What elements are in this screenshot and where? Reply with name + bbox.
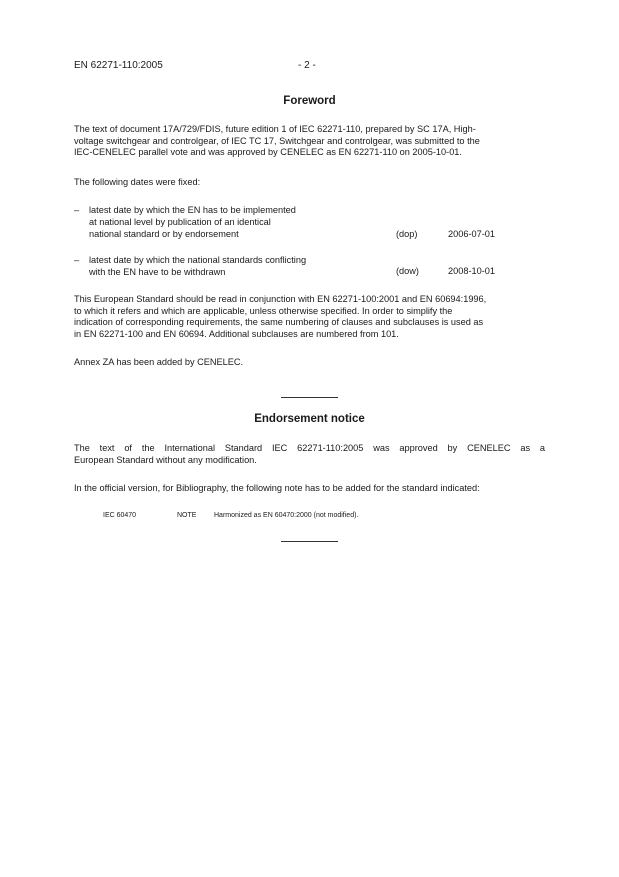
dow-description-line: latest date by which the national standards conflicting: [89, 255, 307, 265]
endorsement-heading: Endorsement notice: [254, 413, 365, 425]
standard-line: to which it refers and which are applicable, unless otherwise specified. In order to simplify the: [74, 305, 453, 316]
dop-description-line: latest date by which the EN has to be implemented: [89, 205, 296, 215]
standard-line: in EN 62271-100 and EN 60694. Additional subclauses are numbered from 101.: [74, 328, 399, 339]
standard-line: This European Standard should be read in conjunction with EN 62271-100:2001 and EN 60694:1996,: [74, 294, 487, 304]
note-standard: IEC 60470: [103, 512, 137, 519]
foreword-intro-line: voltage switchgear and controlgear, of IEC TC 17, Switchgear and controlgear, was submitted to the: [74, 135, 480, 146]
section-divider: [281, 397, 338, 398]
dop-description-line: national standard or by endorsement: [89, 229, 239, 239]
dop-description-line: at national level by publication of an identical: [89, 217, 271, 227]
dates-intro: The following dates were fixed:: [74, 177, 201, 187]
standard-paragraph: [74, 294, 545, 340]
standard-line: indication of corresponding requirements, the same numbering of clauses and subclauses is used as: [74, 317, 484, 328]
endorsement-paragraph: [74, 443, 545, 466]
dop-description: [89, 204, 296, 240]
dow-date: 2008-10-01: [448, 266, 495, 276]
note-label: NOTE: [177, 512, 197, 519]
dow-description: [89, 254, 306, 278]
dow-code: (dow): [396, 266, 419, 276]
page-number: - 2 -: [298, 60, 316, 71]
endorsement-line: European Standard without any modification.: [74, 454, 257, 465]
annex-note: Annex ZA has been added by CENELEC.: [74, 357, 244, 367]
end-divider: [281, 541, 338, 542]
dop-code: (dop): [396, 229, 418, 239]
foreword-heading: Foreword: [283, 95, 336, 107]
bibliography-instruction: In the official version, for Bibliography, the following note has to be added for the standard indicated:: [74, 483, 480, 493]
foreword-intro-line: IEC-CENELEC parallel vote and was approved by CENELEC as EN 62271-110 on 2005-10-01.: [74, 147, 462, 158]
note-text: Harmonized as EN 60470:2000 (not modified).: [214, 512, 359, 519]
foreword-intro-line: The text of document 17A/729/FDIS, future edition 1 of IEC 62271-110, prepared by SC 17A, High-: [74, 124, 476, 134]
dow-description-line: with the EN have to be withdrawn: [89, 267, 226, 277]
document-id: EN 62271-110:2005: [74, 60, 163, 71]
endorsement-line: The text of the International Standard IEC 62271-110:2005 was approved by CENELEC as a: [74, 443, 545, 453]
list-bullet: –: [74, 205, 80, 215]
foreword-intro-paragraph: [74, 124, 545, 159]
dop-date: 2006-07-01: [448, 229, 495, 239]
list-bullet: –: [74, 255, 80, 265]
